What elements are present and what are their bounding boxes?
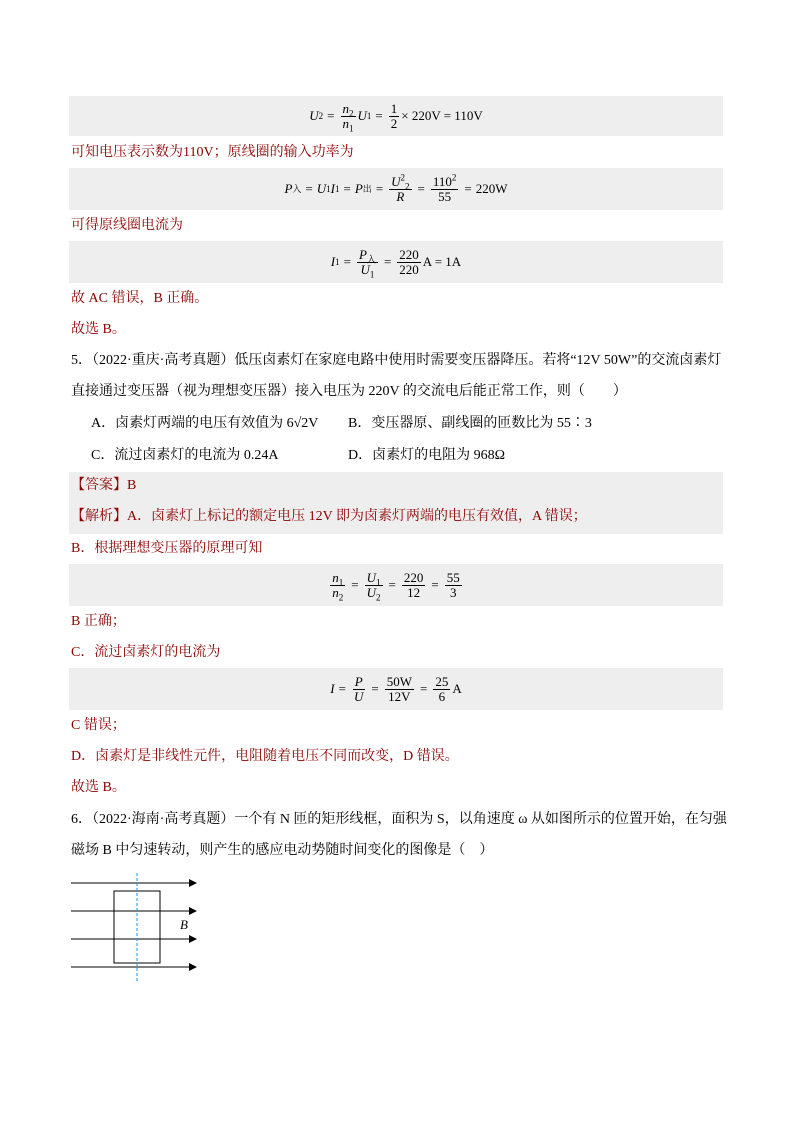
text-line: D．卤素灯是非线性元件，电阻随着电压不同而改变，D 错误。 [71,749,459,764]
text-line: 可知电压表示数为110V；原线圈的输入功率为 [71,145,354,160]
formula-turns-ratio: $\frac{n_1}{n_2}$ = $\frac{U_1}{U_2}$ = $\frac{220}{12}$ = $\frac{55}{3}$ [332,569,460,603]
question-6-line1: 6．（2022·海南·高考真题）一个有 N 匝的矩形线框，面积为 S，以角速度 ω 从如图所示的位置开始，在匀强 [71,812,727,827]
fraction: $\frac{n_1}{n_2}$ [332,569,344,603]
text-line: B 正确； [71,614,126,629]
option-a: A．卤素灯两端的电压有效值为 6√2V [91,416,319,431]
formula-box [69,168,723,210]
text-line: 故选 B。 [71,322,126,337]
formula-transformer-voltage: U 2 = $\frac{n_2}{n_1}$ U 1 = $\frac{1}{2}$ × 220V = 110V [309,100,483,134]
formula-box [69,564,723,606]
fraction: $\frac{55}{3}$ [446,569,460,600]
formula-box [69,96,723,136]
fraction: $\frac{50W}{12V}$ [386,673,412,704]
formula-box [69,241,723,283]
fraction: $\frac{1}{2}$ [390,100,398,131]
option-c: C．流过卤素灯的电流为 0.24A [91,448,279,463]
text-line: 故 AC 错误，B 正确。 [71,291,209,306]
analysis-line: 【解析】A．卤素灯上标记的额定电压 12V 即为卤素灯两端的电压有效值，A 错误； [71,509,587,524]
formula-lamp-current: I = $\frac{P}{U}$ = $\frac{50W}{12V}$ = $\frac{25}{6}$ A [330,673,462,704]
fraction: $\frac{25}{6}$ [435,673,449,704]
fraction: $\frac{P_入}{U_1}$ [358,246,376,280]
question-6-line2: 磁场 B 中匀速转动，则产生的感应电动势随时间变化的图像是（ ） [71,843,494,858]
fraction: $\frac{U_1}{U_2}$ [366,569,381,603]
fraction: $\frac{P}{U}$ [353,673,364,704]
question-5-line2: 直接通过变压器（视为理想变压器）接入电压为 220V 的交流电后能正常工作，则（ ） [71,384,627,399]
answer-line: 【答案】B [71,478,137,493]
fraction: $\frac{110^2}{55}$ [432,172,457,204]
option-d: D．卤素灯的电阻为 968Ω [348,448,506,463]
option-b: B．变压器原、副线圈的匝数比为 55∶3 [348,416,592,431]
text-line: B．根据理想变压器的原理可知 [71,541,263,556]
formula-input-power: P 入 = U 1 I 1 = P 出 = $\frac{U^2_2}{R}$ = $\frac{110^2}{55}$ = 220W [284,172,508,204]
fraction: $\frac{220}{12}$ [403,569,424,600]
text-line: 故选 B。 [71,780,126,795]
question-5-line1: 5．（2022·重庆·高考真题）低压卤素灯在家庭电路中使用时需要变压器降压。若将“12V 50W”的交流卤素灯 [71,353,722,368]
text-line: C．流过卤素灯的电流为 [71,645,221,660]
formula-box [69,668,723,710]
text-line: 可得原线圈电流为 [71,218,183,233]
coil-rectangle [114,891,160,963]
fraction: $\frac{n_2}{n_1}$ [342,100,354,134]
formula-primary-current: I 1 = $\frac{P_入}{U_1}$ = $\frac{220}{220}$ A = 1A [330,246,462,280]
text-line: C 错误； [71,718,126,733]
fraction: $\frac{220}{220}$ [399,246,419,277]
fraction: $\frac{U^2_2}{R}$ [391,172,410,204]
field-label: B [180,917,188,932]
magnetic-field-figure [68,873,208,983]
